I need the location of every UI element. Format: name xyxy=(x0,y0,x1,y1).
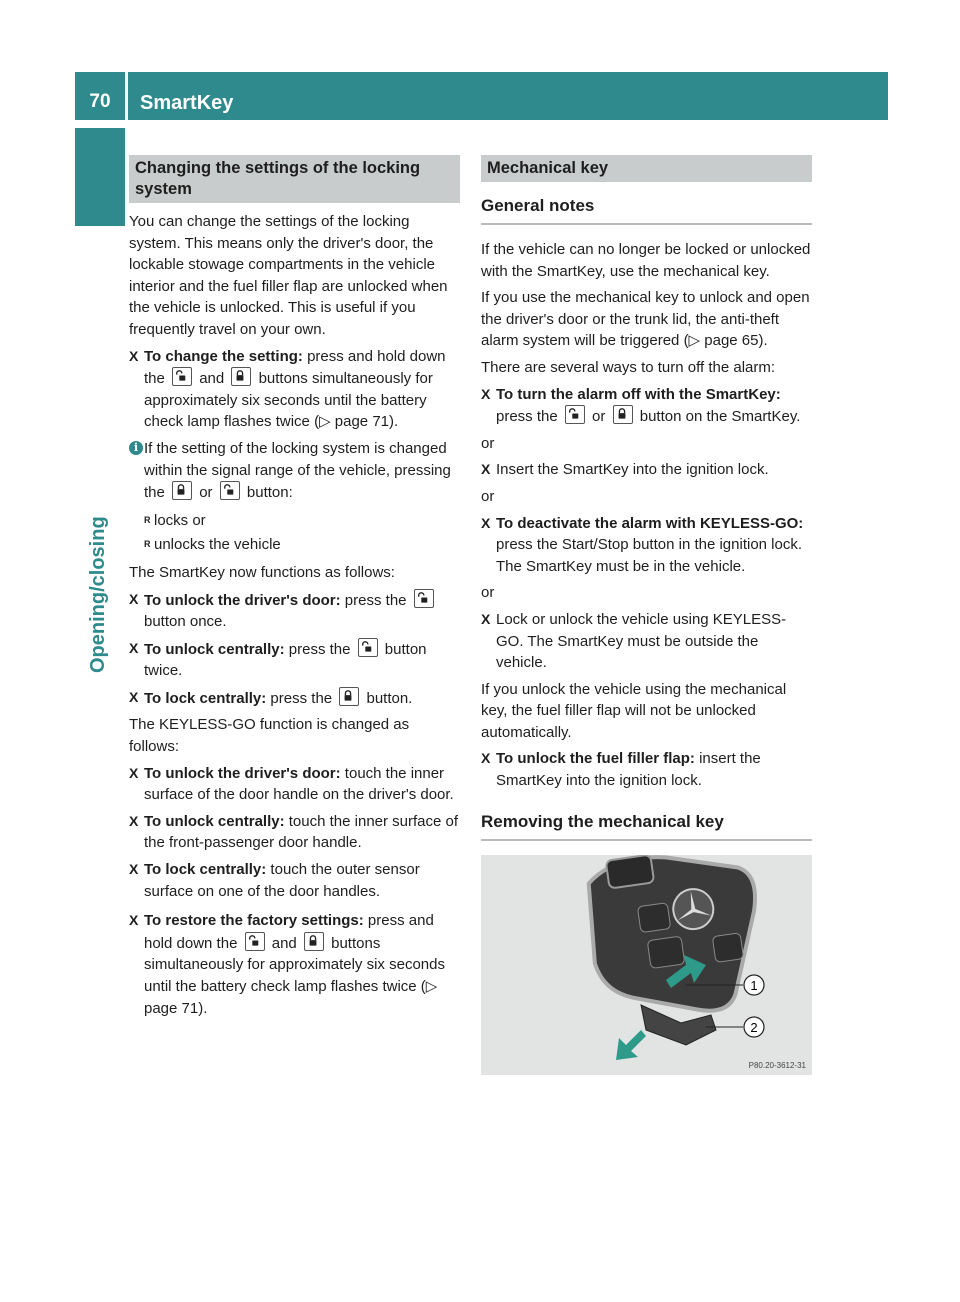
right-column xyxy=(481,155,812,1075)
step-unlock-fuel-flap: X To unlock the fuel filler flap: insert the SmartKey into the ignition lock. xyxy=(481,750,761,790)
left-column xyxy=(129,155,460,1024)
page-number: 70 xyxy=(89,91,111,112)
settings-heading: Changing the settings of the locking system xyxy=(129,155,460,203)
unlock-button-icon xyxy=(565,405,585,424)
step-change-setting: X To change the setting: press and hold down the and buttons simultaneously for approximately six seconds until the battery check lamp flashes twice (▷ page 71). xyxy=(129,347,446,431)
step-alarm-off-smartkey: X To turn the alarm off with the SmartKey: press the or button on the SmartKey. xyxy=(481,385,801,426)
step-keyless-unlock-centrally: X To unlock centrally: touch the inner surface of the front-passenger door handle. xyxy=(129,812,459,852)
figure-caption: P80.20-3612-31 xyxy=(748,1060,806,1070)
smartkey-illustration xyxy=(481,855,812,1075)
unlock-button-icon xyxy=(414,589,434,608)
page-reference[interactable]: ▷ page 71 xyxy=(144,978,438,1017)
step-deactivate-keyless-go: X To deactivate the alarm with KEYLESS-GO: press the Start/Stop button in the ignition lock. The SmartKey must be in the vehicle. xyxy=(481,514,804,575)
or-text: or xyxy=(481,584,495,602)
step-lock-unlock-keyless-go: X Lock or unlock the vehicle using KEYLESS-GO. The SmartKey must be outside the vehicle. xyxy=(481,610,787,672)
keyless-text: The KEYLESS-GO function is changed as follows: xyxy=(129,716,410,756)
callout-2-label: 2 xyxy=(750,1019,758,1035)
lock-button-icon xyxy=(339,687,359,706)
step-insert-smartkey: X Insert the SmartKey into the ignition lock. xyxy=(481,461,769,479)
section-label: Opening/closing xyxy=(87,516,109,673)
unlock-button-icon xyxy=(220,481,240,500)
paragraph: If you unlock the vehicle using the mechanical key, the fuel filler flap will not be unlocked automatically. xyxy=(481,680,787,741)
bullet-item: R locks or xyxy=(144,511,206,529)
paragraph: There are several ways to turn off the alarm: xyxy=(481,358,776,376)
removing-key-heading: Removing the mechanical key xyxy=(481,806,812,841)
unlock-button-icon xyxy=(245,932,265,951)
mechanical-key-heading: Mechanical key xyxy=(481,155,812,182)
unlock-button-icon xyxy=(358,638,378,657)
callout-1-label: 1 xyxy=(750,977,758,993)
bullet-item: R unlocks the vehicle xyxy=(144,536,281,554)
step-marker: X xyxy=(129,347,139,364)
page-title: SmartKey xyxy=(140,92,234,114)
step-lock-centrally: X To lock centrally: press the button. xyxy=(129,688,413,707)
lock-button-icon xyxy=(613,405,633,424)
section-tab xyxy=(75,128,125,226)
paragraph: If you use the mechanical key to unlock and open the driver's door or the trunk lid, the anti-theft alarm system will be triggered (▷ page 65). xyxy=(481,289,810,350)
lock-button-icon xyxy=(172,481,192,500)
paragraph: If the vehicle can no longer be locked or unlocked with the SmartKey, use the mechanical key. xyxy=(481,241,811,280)
step-restore-factory-settings: X To restore the factory settings: press and hold down the and buttons simultaneously for approximately six seconds until the battery check lamp flashes twice (▷ page 71). xyxy=(129,912,445,1017)
info-icon: i xyxy=(129,441,143,455)
smartkey-drawing xyxy=(481,855,812,1075)
settings-intro: You can change the settings of the locking system. This means only the driver's door, the lockable stowage compartments in the vehicle interior and the fuel filler flap are unlocked when the vehicle is unlocked. This is useful if you frequently travel on your own. xyxy=(129,213,448,338)
general-notes-heading: General notes xyxy=(481,190,812,225)
functions-text: The SmartKey now functions as follows: xyxy=(129,563,395,581)
unlock-button-icon xyxy=(172,367,192,386)
step-unlock-driver-door: X To unlock the driver's door: press the button once. xyxy=(129,589,460,633)
info-note: i If the setting of the locking system is changed within the signal range of the vehicle, pressing the or button: xyxy=(129,438,460,504)
step-unlock-centrally: X To unlock centrally: press the button twice. xyxy=(129,639,427,680)
step-keyless-unlock-driver-door: X To unlock the driver's door: touch the inner surface of the door handle on the driver's door. xyxy=(129,764,454,804)
page-reference[interactable]: ▷ page 71 xyxy=(319,413,390,431)
lock-button-icon xyxy=(231,367,251,386)
or-text: or xyxy=(481,434,495,452)
or-text: or xyxy=(481,487,495,505)
header-divider xyxy=(125,72,128,120)
lock-button-icon xyxy=(304,932,324,951)
step-keyless-lock-centrally: X To lock centrally: touch the outer sensor surface on one of the door handles. xyxy=(129,861,420,900)
